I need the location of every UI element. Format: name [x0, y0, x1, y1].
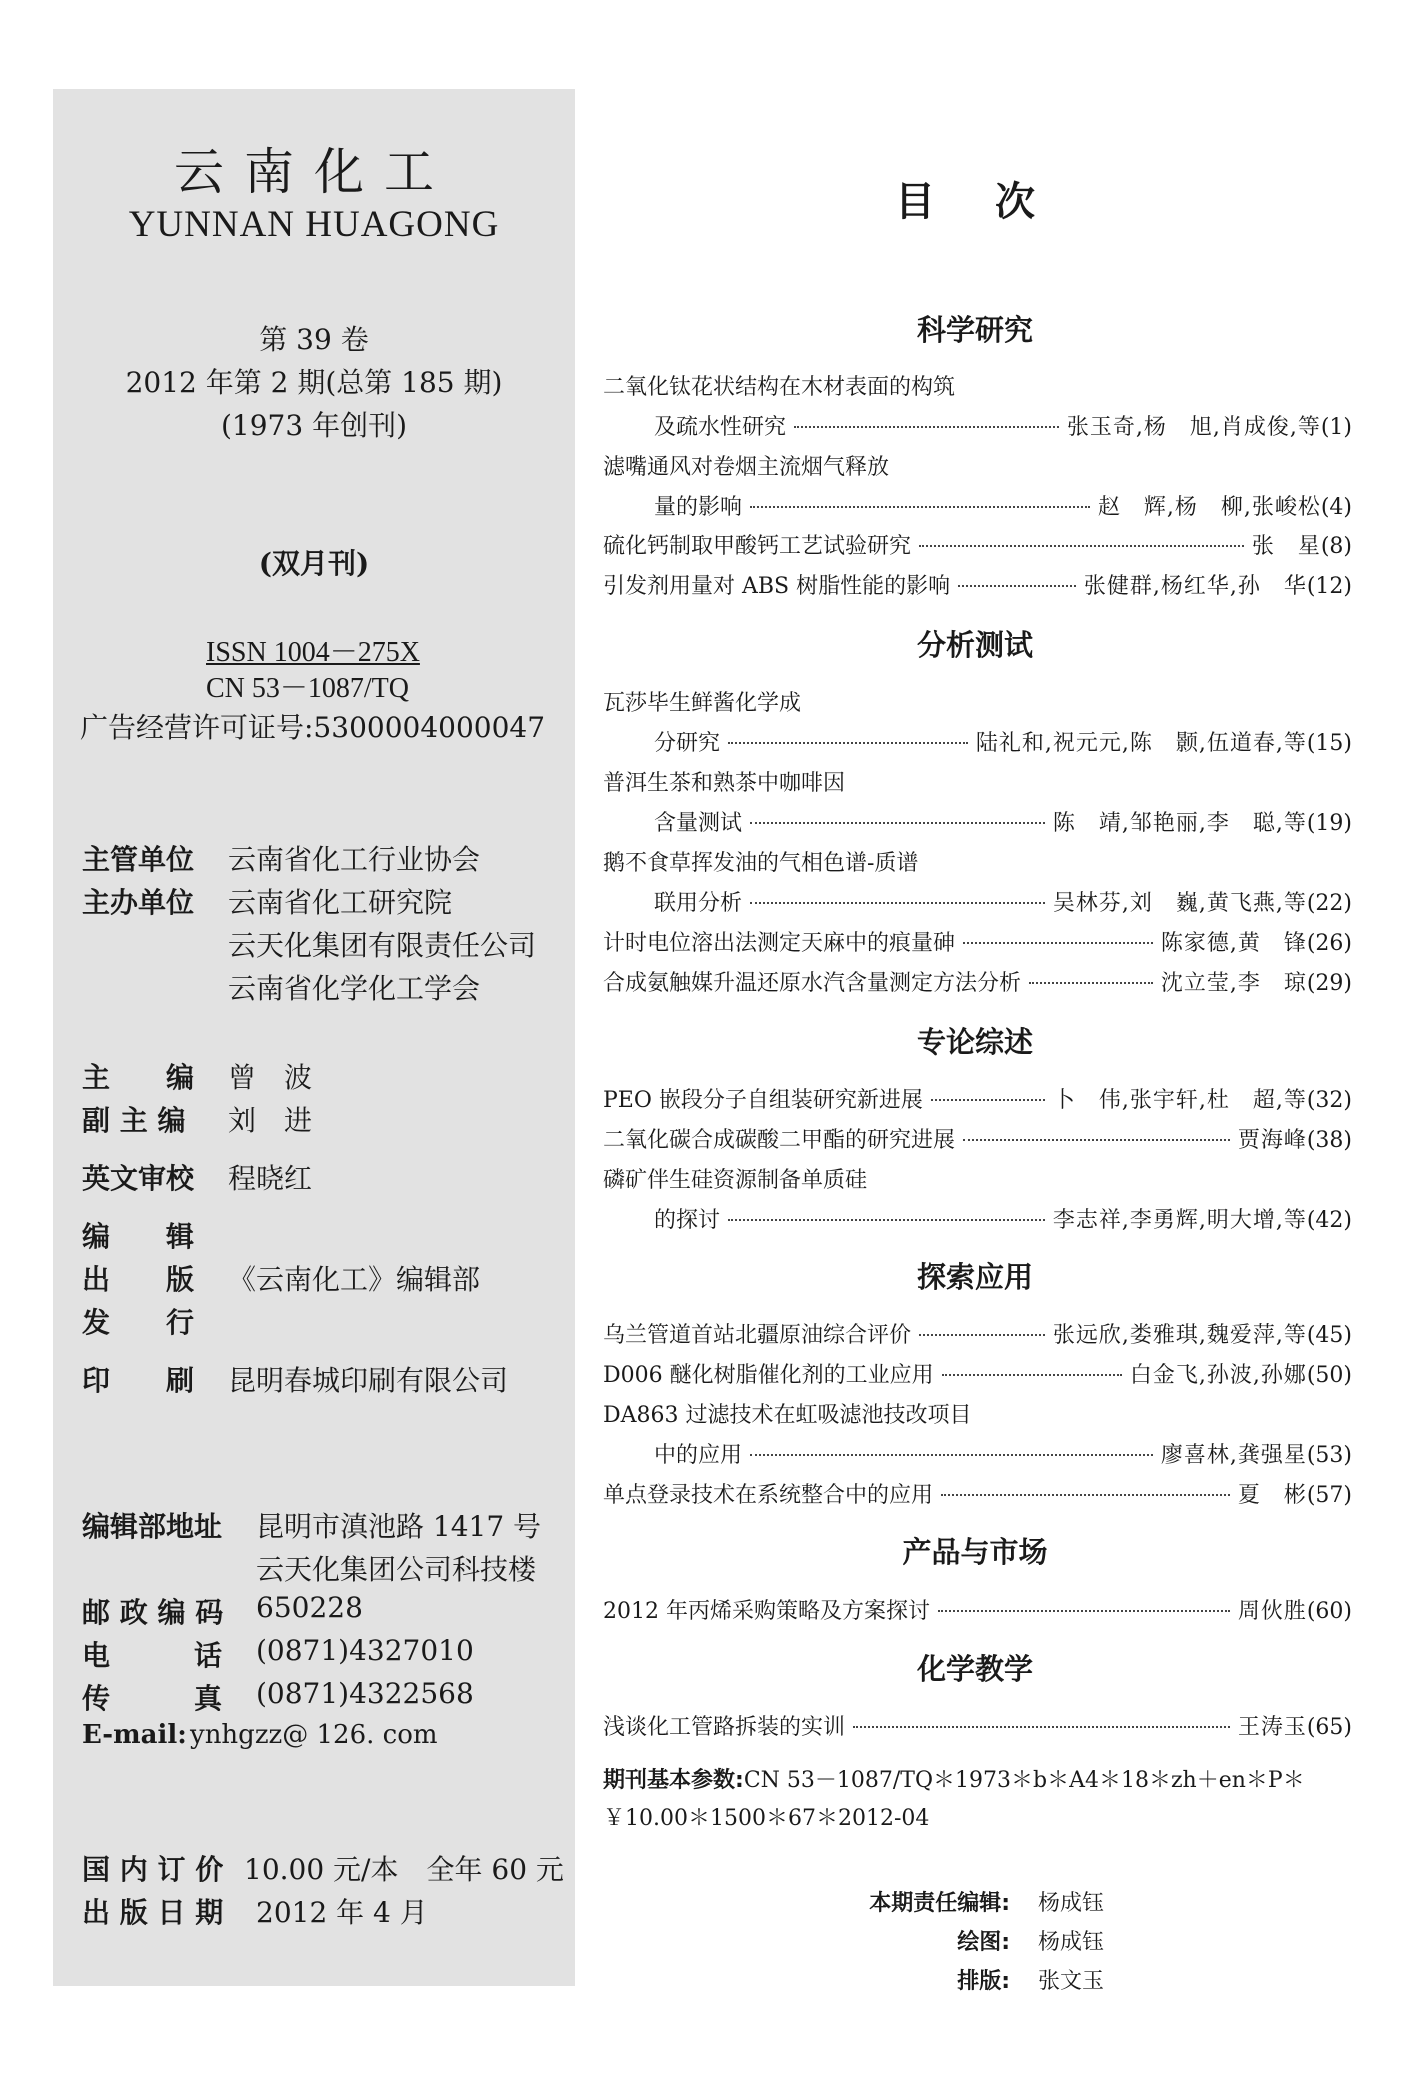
toc-page: (45) [1306, 1323, 1352, 1348]
toc-entry[interactable] [603, 450, 1352, 484]
supervisor-label: 主管单位 [82, 843, 195, 876]
toc-entry[interactable] [654, 410, 1352, 444]
journal-title-en: YUNNAN HUAGONG [128, 204, 500, 245]
toc-page: (26) [1306, 931, 1352, 956]
toc-page: (38) [1306, 1128, 1352, 1153]
credit-name: 杨成钰 [1038, 1930, 1105, 1955]
toc-entry[interactable] [603, 1478, 1352, 1512]
chief-editor: 曾 波 [228, 1061, 313, 1094]
credit-label: 绘图: [957, 1930, 1010, 1955]
leader-dots [750, 1454, 1153, 1456]
section-heading: 产品与市场 [902, 1535, 1048, 1569]
toc-authors: 李志祥,李勇辉,明大增,等 [1052, 1208, 1307, 1233]
toc-page: (60) [1306, 1599, 1352, 1624]
leader-dots [853, 1726, 1230, 1728]
sponsor: 云南省化学化工学会 [228, 972, 481, 1005]
toc-entry[interactable] [603, 686, 1352, 720]
toc-entry[interactable] [654, 726, 1352, 760]
deputy-editor: 刘 进 [228, 1104, 313, 1137]
toc-authors: 沈立莹,李 琼 [1160, 971, 1307, 996]
toc-title: 滤嘴通风对卷烟主流烟气释放 [603, 455, 890, 480]
toc-entry[interactable] [603, 926, 1352, 960]
journal-params [603, 1763, 1305, 1794]
leader-dots [728, 1219, 1045, 1221]
leader-dots [963, 1139, 1230, 1141]
toc-entry[interactable] [654, 806, 1352, 840]
issue: 2012 年第 2 期(总第 185 期) [125, 366, 503, 399]
toc-title: 计时电位溶出法测定天麻中的痕量砷 [603, 931, 956, 956]
toc-title: 单点登录技术在系统整合中的应用 [603, 1483, 934, 1508]
fax-label: 传 真 [82, 1682, 223, 1715]
section-heading: 分析测试 [916, 628, 1033, 662]
toc-authors: 张 星 [1251, 534, 1321, 559]
toc-title: 乌兰管道首站北疆原油综合评价 [603, 1323, 912, 1348]
leader-dots [750, 822, 1045, 824]
toc-title: 磷矿伴生硅资源制备单质硅 [603, 1168, 868, 1193]
section-heading: 化学教学 [916, 1652, 1033, 1686]
price: 10.00 元/本 全年 60 元 [244, 1853, 564, 1886]
toc-title: 分研究 [654, 731, 721, 756]
toc-page: (42) [1306, 1208, 1352, 1233]
toc-page: (57) [1306, 1483, 1352, 1508]
issn: ISSN 1004－275X [206, 637, 420, 668]
edit-label: 编 辑 [82, 1220, 195, 1253]
toc-title: DA863 过滤技术在虹吸滤池技改项目 [603, 1403, 972, 1428]
postcode: 650228 [256, 1591, 363, 1624]
toc-title: 2012 年丙烯采购策略及方案探讨 [603, 1599, 930, 1624]
credit-label: 本期责任编辑: [869, 1891, 1010, 1916]
cn-number: CN 53－1087/TQ [206, 673, 410, 704]
toc-title: 及疏水性研究 [654, 415, 787, 440]
toc-page: (15) [1306, 731, 1352, 756]
leader-dots [963, 942, 1153, 944]
toc-authors: 张远欣,娄雅琪,魏爱萍,等 [1052, 1323, 1307, 1348]
section-heading: 探索应用 [916, 1260, 1033, 1294]
print-label: 印 刷 [82, 1364, 195, 1397]
toc-title: 的探讨 [654, 1208, 721, 1233]
journal-title-cn: 云南化工 [174, 143, 454, 201]
toc-title: PEO 嵌段分子自组装研究新进展 [603, 1088, 923, 1113]
toc-entry[interactable] [603, 766, 1352, 800]
sponsor: 云天化集团有限责任公司 [228, 929, 537, 962]
toc-authors: 卜 伟,张宇轩,杜 超,等 [1052, 1088, 1307, 1113]
date-label: 出 版 日 期 [82, 1896, 224, 1929]
leader-dots [919, 545, 1244, 547]
frequency: (双月刊) [258, 547, 370, 580]
publish-date: 2012 年 4 月 [256, 1896, 428, 1929]
toc-page: (8) [1320, 534, 1352, 559]
toc-authors: 贾海峰 [1237, 1128, 1307, 1153]
distribute-label: 发 行 [82, 1306, 195, 1339]
toc-entry[interactable] [603, 1710, 1352, 1744]
price-label: 国 内 订 价 [82, 1853, 224, 1886]
english-reviewer: 程晓红 [228, 1162, 313, 1195]
toc-authors: 赵 辉,杨 柳,张峻松 [1097, 495, 1321, 520]
toc-authors: 陆礼和,祝元元,陈 颢,伍道春,等 [975, 731, 1307, 756]
toc-title: 量的影响 [654, 495, 743, 520]
toc-entry[interactable] [603, 1318, 1352, 1352]
toc-authors: 王涛玉 [1237, 1715, 1307, 1740]
toc-title: 中的应用 [654, 1443, 743, 1468]
toc-authors: 吴林芬,刘 巍,黄飞燕,等 [1052, 891, 1307, 916]
supervisor: 云南省化工行业协会 [228, 843, 481, 876]
toc-page: (1) [1320, 415, 1352, 440]
toc-title: 浅谈化工管路拆装的实训 [603, 1715, 846, 1740]
toc-entry[interactable] [654, 886, 1352, 920]
toc-title: 二氧化碳合成碳酸二甲酯的研究进展 [603, 1128, 956, 1153]
phone: (0871)4327010 [256, 1634, 474, 1667]
toc-authors: 陈 靖,邹艳丽,李 聪,等 [1052, 811, 1307, 836]
leader-dots [938, 1610, 1230, 1612]
toc-entry[interactable] [603, 569, 1352, 603]
toc-page: (29) [1306, 971, 1352, 996]
leader-dots [750, 506, 1090, 508]
fax: (0871)4322568 [256, 1677, 474, 1710]
toc-entry[interactable] [603, 1083, 1352, 1117]
sponsor: 云南省化工研究院 [228, 886, 453, 919]
toc-title: 硫化钙制取甲酸钙工艺试验研究 [603, 534, 912, 559]
toc-title: 引发剂用量对 ABS 树脂性能的影响 [603, 574, 951, 599]
toc-entry[interactable] [654, 490, 1352, 524]
toc-entry[interactable] [603, 1163, 1352, 1197]
toc-page: (32) [1306, 1088, 1352, 1113]
toc-entry[interactable] [603, 846, 1352, 880]
toc-authors: 陈家德,黄 锋 [1160, 931, 1307, 956]
toc-entry[interactable] [654, 1203, 1352, 1237]
toc-page: (50) [1306, 1363, 1352, 1388]
printer: 昆明春城印刷有限公司 [228, 1364, 509, 1397]
chief-editor-label: 主 编 [82, 1061, 195, 1094]
params-line: CN 53－1087/TQ＊1973＊b＊A4＊18＊zh＋en＊P＊ [743, 1768, 1305, 1793]
toc-entry[interactable] [603, 1123, 1352, 1157]
toc-page: (53) [1306, 1443, 1352, 1468]
leader-dots [750, 902, 1045, 904]
params-line: ￥10.00＊1500＊67＊2012-04 [603, 1806, 930, 1831]
english-reviewer-label: 英文审校 [82, 1162, 195, 1195]
leader-dots [794, 426, 1059, 428]
ad-license: 广告经营许可证号:5300004000047 [80, 711, 546, 744]
toc-authors: 张玉奇,杨 旭,肖成俊,等 [1066, 415, 1321, 440]
leader-dots [931, 1099, 1045, 1101]
toc-title: 普洱生茶和熟茶中咖啡因 [603, 771, 846, 796]
toc-title: 二氧化钛花状结构在木材表面的构筑 [603, 375, 956, 400]
params-label: 期刊基本参数: [603, 1768, 744, 1793]
email: ynhgzz@ 126. com [190, 1720, 438, 1750]
toc-page: (4) [1320, 495, 1352, 520]
toc-authors: 张健群,杨红华,孙 华 [1083, 574, 1307, 599]
credit-label: 排版: [957, 1969, 1010, 1994]
toc-entry[interactable] [654, 1438, 1352, 1472]
section-heading: 科学研究 [916, 313, 1033, 347]
phone-label: 电 话 [82, 1639, 223, 1672]
toc-entry[interactable] [603, 1594, 1352, 1628]
founded: (1973 年创刊) [220, 409, 407, 442]
toc-entry[interactable] [603, 1358, 1352, 1392]
toc-entry[interactable] [603, 1398, 1352, 1432]
leader-dots [1029, 982, 1153, 984]
toc-title: 联用分析 [654, 891, 743, 916]
leader-dots [919, 1334, 1045, 1336]
toc-authors: 白金飞,孙波,孙娜 [1129, 1363, 1307, 1388]
toc-page: (65) [1306, 1715, 1352, 1740]
address-line: 云天化集团公司科技楼 [256, 1553, 537, 1586]
address-line: 昆明市滇池路 1417 号 [256, 1510, 542, 1543]
credit-name: 杨成钰 [1038, 1891, 1105, 1916]
toc-title: 含量测试 [654, 811, 743, 836]
volume: 第 39 卷 [259, 323, 369, 356]
deputy-editor-label: 副 主 编 [82, 1104, 186, 1137]
toc-entry[interactable] [603, 966, 1352, 1000]
address-label: 编辑部地址 [82, 1510, 223, 1543]
toc-heading: 目次 [895, 179, 1095, 225]
leader-dots [942, 1374, 1122, 1376]
toc-entry[interactable] [603, 529, 1352, 563]
toc-title: 合成氨触媒升温还原水汽含量测定方法分析 [603, 971, 1022, 996]
leader-dots [728, 742, 968, 744]
toc-authors: 夏 彬 [1237, 1483, 1307, 1508]
toc-page: (12) [1306, 574, 1352, 599]
publisher: 《云南化工》编辑部 [228, 1263, 481, 1296]
publish-label: 出 版 [82, 1263, 195, 1296]
toc-page: (22) [1306, 891, 1352, 916]
postcode-label: 邮 政 编 码 [82, 1596, 224, 1629]
toc-page: (19) [1306, 811, 1352, 836]
toc-title: 瓦莎毕生鲜酱化学成 [603, 691, 802, 716]
toc-authors: 廖喜林,龚强星 [1160, 1443, 1307, 1468]
credit-name: 张文玉 [1038, 1969, 1105, 1994]
toc-title: 鹅不食草挥发油的气相色谱-质谱 [603, 851, 919, 876]
section-heading: 专论综述 [916, 1025, 1033, 1059]
toc-title: D006 醚化树脂催化剂的工业应用 [603, 1363, 934, 1388]
toc-entry[interactable] [603, 370, 1352, 404]
toc-authors: 周伙胜 [1237, 1599, 1307, 1624]
sponsor-label: 主办单位 [82, 886, 195, 919]
email-label: E-mail: [82, 1720, 187, 1750]
leader-dots [941, 1494, 1230, 1496]
leader-dots [958, 585, 1076, 587]
